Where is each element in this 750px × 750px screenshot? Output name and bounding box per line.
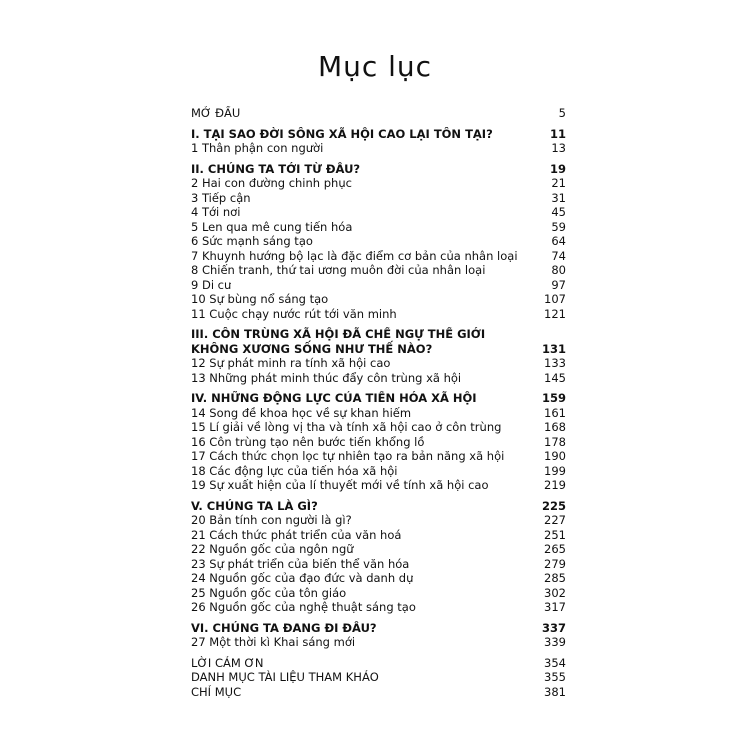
part-label: VI. CHÚNG TA ĐANG ĐI ĐÂU?: [191, 620, 377, 635]
table-of-contents: [191, 106, 566, 699]
toc-chapter[interactable]: [191, 635, 566, 650]
part-page: 131: [541, 341, 566, 356]
chapter-label: 10 Sự bùng nổ sáng tạo: [191, 292, 329, 306]
entry-page: 381: [544, 684, 566, 699]
chapter-label: 27 Một thời kì Khai sáng mới: [191, 635, 356, 649]
part-label: II. CHÚNG TA TỚI TỪ ĐÂU?: [191, 161, 361, 176]
part-page: 159: [541, 391, 566, 405]
toc-part-3[interactable]: [191, 327, 566, 356]
chapter-label: 1 Thân phận con người: [191, 141, 324, 155]
chapter-page: 45: [551, 205, 566, 219]
toc-entry-intro[interactable]: [191, 106, 566, 121]
toc-entry-acknowledgements[interactable]: [191, 656, 566, 671]
toc-chapter[interactable]: [191, 528, 566, 543]
toc-part-5[interactable]: [191, 499, 566, 514]
toc-chapter[interactable]: [191, 191, 566, 206]
chapter-page: 145: [544, 370, 566, 385]
chapter-page: 302: [544, 585, 566, 600]
chapter-page: 133: [544, 356, 566, 370]
toc-chapter[interactable]: [191, 557, 566, 572]
chapter-label: 19 Sự xuất hiện của lí thuyết mới về tính xã hội cao: [191, 478, 489, 492]
part-label: IV. NHỮNG ĐỘNG LỰC CỦA TIẾN HÓA XÃ HỘI: [191, 391, 477, 405]
entry-label: LỜI CẢM ƠN: [191, 655, 264, 670]
toc-chapter[interactable]: [191, 176, 566, 191]
chapter-page: 199: [544, 463, 566, 478]
part-label: I. TẠI SAO ĐỜI SỐNG XÃ HỘI CAO LẠI TỒN TẠI?: [191, 126, 493, 141]
chapter-label: 15 Lí giải về lòng vị tha và tính xã hội cao ở côn trùng: [191, 420, 502, 434]
chapter-label: 22 Nguồn gốc của ngôn ngữ: [191, 542, 354, 556]
chapter-label: 4 Tới nơi: [191, 205, 241, 219]
chapter-label: 18 Các động lực của tiến hóa xã hội: [191, 463, 398, 478]
chapter-page: 227: [544, 513, 566, 527]
chapter-page: 279: [544, 556, 566, 571]
entry-label: MỞ ĐẦU: [191, 106, 241, 120]
chapter-label: 20 Bản tính con người là gì?: [191, 513, 352, 527]
part-label-line2: KHÔNG XƯƠNG SỐNG NHƯ THẾ NÀO?: [191, 341, 433, 356]
toc-chapter[interactable]: [191, 420, 566, 435]
part-label-line1: III. CÔN TRÙNG XÃ HỘI ĐÃ CHẾ NGỰ THẾ GIỚI: [191, 327, 486, 341]
part-page: 337: [541, 620, 566, 635]
chapter-page: 317: [544, 600, 566, 614]
toc-chapter[interactable]: [191, 263, 566, 278]
chapter-label: 17 Cách thức chọn lọc tự nhiên tạo ra bản năng xã hội: [191, 449, 505, 463]
chapter-page: 31: [551, 190, 566, 205]
chapter-label: 24 Nguồn gốc của đạo đức và danh dự: [191, 571, 414, 585]
part-page: 19: [549, 161, 566, 176]
entry-page: 354: [544, 655, 566, 670]
chapter-page: 178: [544, 434, 566, 449]
part-page: 11: [549, 126, 566, 141]
chapter-page: 13: [551, 141, 566, 155]
toc-chapter[interactable]: [191, 513, 566, 528]
toc-chapter[interactable]: [191, 464, 566, 479]
toc-chapter[interactable]: [191, 307, 566, 322]
toc-chapter[interactable]: [191, 435, 566, 450]
part-label: V. CHÚNG TA LÀ GÌ?: [191, 498, 318, 513]
chapter-page: 64: [551, 234, 566, 248]
chapter-label: 6 Sức mạnh sáng tạo: [191, 234, 313, 248]
chapter-label: 9 Di cư: [191, 277, 232, 292]
chapter-page: 339: [544, 635, 566, 649]
chapter-page: 161: [544, 405, 566, 420]
entry-label: CHỈ MỤC: [191, 684, 242, 699]
toc-chapter[interactable]: [191, 449, 566, 464]
chapter-page: 59: [551, 219, 566, 234]
chapter-label: 3 Tiếp cận: [191, 190, 251, 205]
chapter-page: 21: [551, 176, 566, 190]
toc-chapter[interactable]: [191, 220, 566, 235]
chapter-label: 13 Những phát minh thúc đẩy côn trùng xã hội: [191, 370, 462, 385]
chapter-label: 7 Khuynh hướng bộ lạc là đặc điểm cơ bản của nhân loại: [191, 248, 518, 263]
toc-chapter[interactable]: [191, 478, 566, 493]
toc-chapter[interactable]: [191, 141, 566, 156]
toc-chapter[interactable]: [191, 542, 566, 557]
chapter-page: 80: [551, 263, 566, 277]
toc-chapter[interactable]: [191, 234, 566, 249]
chapter-page: 265: [544, 542, 566, 556]
chapter-label: 16 Côn trùng tạo nên bước tiến khổng lồ: [191, 434, 425, 449]
chapter-page: 121: [544, 306, 566, 321]
toc-part-1[interactable]: [191, 127, 566, 142]
part-page: 225: [541, 498, 566, 513]
chapter-label: 25 Nguồn gốc của tôn giáo: [191, 585, 347, 600]
toc-chapter[interactable]: [191, 249, 566, 264]
chapter-label: 5 Len qua mê cung tiến hóa: [191, 219, 353, 234]
toc-part-2[interactable]: [191, 162, 566, 177]
toc-chapter[interactable]: [191, 205, 566, 220]
chapter-page: 190: [544, 449, 566, 463]
chapter-page: 97: [551, 277, 566, 292]
toc-chapter[interactable]: [191, 406, 566, 421]
page-title: Mục lục: [317, 50, 433, 83]
toc-chapter[interactable]: [191, 356, 566, 371]
toc-entry-references[interactable]: [191, 670, 566, 685]
toc-part-4[interactable]: [191, 391, 566, 406]
chapter-label: 23 Sự phát triển của biến thể văn hóa: [191, 556, 410, 571]
entry-label: DANH MỤC TÀI LIỆU THAM KHẢO: [191, 670, 379, 684]
chapter-label: 12 Sự phát minh ra tính xã hội cao: [191, 356, 391, 370]
chapter-page: 74: [551, 248, 566, 263]
chapter-label: 21 Cách thức phát triển của văn hoá: [191, 527, 402, 542]
chapter-page: 107: [544, 292, 566, 306]
toc-chapter[interactable]: [191, 292, 566, 307]
chapter-label: 8 Chiến tranh, thứ tai ương muôn đời của nhân loại: [191, 263, 486, 277]
chapter-label: 26 Nguồn gốc của nghệ thuật sáng tạo: [191, 600, 416, 614]
toc-chapter[interactable]: [191, 278, 566, 293]
chapter-label: 11 Cuộc chạy nước rút tới văn minh: [191, 306, 397, 321]
chapter-page: 219: [544, 478, 566, 492]
entry-page: 355: [544, 670, 566, 684]
toc-chapter[interactable]: [191, 371, 566, 386]
chapter-page: 168: [544, 420, 566, 434]
toc-part-6[interactable]: [191, 621, 566, 636]
entry-page: 5: [558, 106, 566, 120]
chapter-page: 251: [544, 527, 566, 542]
chapter-page: 285: [544, 571, 566, 585]
toc-chapter[interactable]: [191, 600, 566, 615]
toc-chapter[interactable]: [191, 586, 566, 601]
toc-chapter[interactable]: [191, 571, 566, 586]
chapter-label: 14 Song đề khoa học về sự khan hiếm: [191, 405, 412, 420]
toc-entry-index[interactable]: [191, 685, 566, 700]
chapter-label: 2 Hai con đường chinh phục: [191, 176, 352, 190]
